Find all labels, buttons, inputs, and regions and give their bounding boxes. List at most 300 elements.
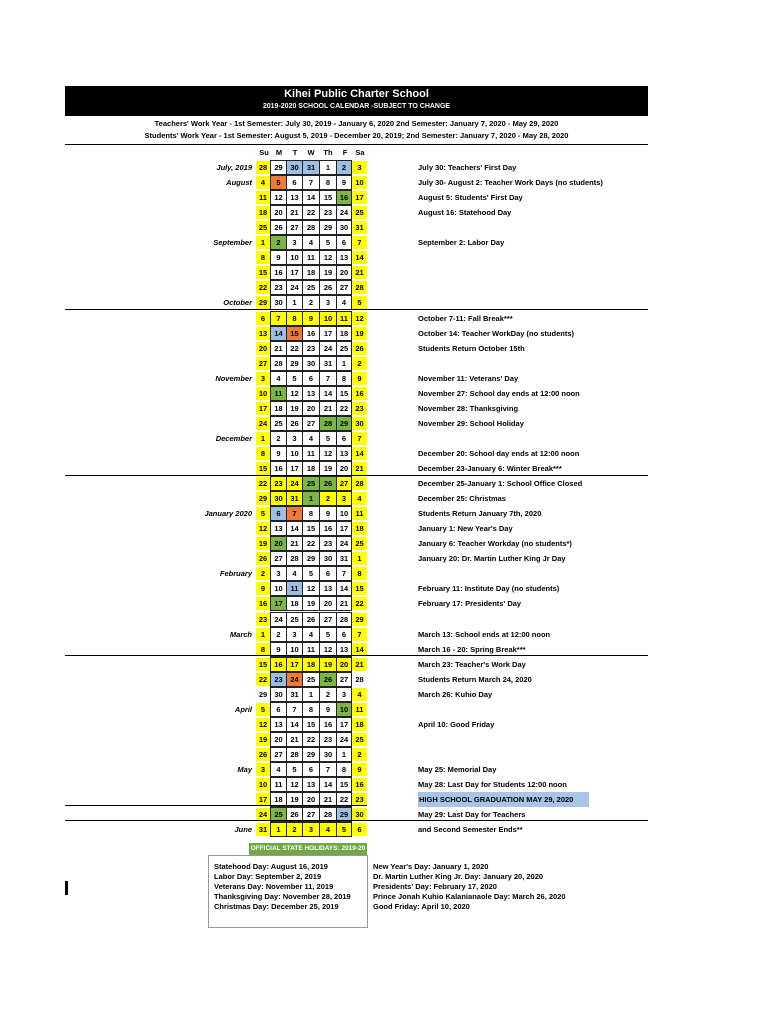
day-cell: 26 — [287, 417, 302, 430]
month-label: January 2020 — [204, 509, 252, 519]
day-cell: 2 — [320, 492, 336, 505]
event-entry: January 1: New Year's Day — [418, 524, 513, 534]
day-cell: 11 — [303, 643, 319, 656]
day-cell: 4 — [256, 176, 270, 189]
month-label: September — [213, 238, 252, 248]
day-cell: 21 — [320, 793, 336, 806]
day-cell: 12 — [320, 643, 336, 656]
day-cell: 5 — [320, 628, 336, 641]
day-cell: 16 — [352, 778, 367, 791]
day-cell: 8 — [303, 703, 319, 716]
day-cell: 19 — [320, 658, 336, 671]
day-cell: 13 — [271, 718, 286, 731]
day-cell: 7 — [337, 567, 351, 580]
day-cell: 6 — [352, 823, 367, 836]
day-cell: 12 — [320, 447, 336, 460]
day-cell: 17 — [352, 191, 367, 204]
day-cell: 26 — [320, 477, 336, 490]
teachers-work-year: Teachers' Work Year - 1st Semester: July 30, 2019 - January 6, 2020 2nd Semester: January 7, 2020 - May 29, 2020 — [154, 119, 559, 128]
day-cell: 9 — [337, 176, 351, 189]
day-cell: 5 — [287, 763, 302, 776]
event-entry: September 2: Labor Day — [418, 238, 505, 248]
day-cell: 17 — [271, 597, 286, 610]
day-cell: 7 — [352, 432, 367, 445]
day-cell: 20 — [271, 733, 286, 746]
day-cell: 17 — [287, 462, 302, 475]
day-cell: 1 — [303, 492, 319, 505]
day-cell: 18 — [352, 718, 367, 731]
day-cell: 7 — [352, 236, 367, 249]
day-cell: 4 — [287, 567, 302, 580]
day-cell: 19 — [256, 537, 270, 550]
day-cell: 29 — [258, 689, 268, 699]
day-cell: 4 — [303, 432, 319, 445]
day-cell: 31 — [287, 492, 302, 505]
day-cell: 29 — [303, 552, 319, 565]
day-cell: 5 — [256, 507, 270, 520]
day-cell: 10 — [337, 703, 351, 716]
state-holidays-header: OFFICIAL STATE HOLIDAYS: 2019-20 SCHOOL YEAR — [250, 845, 366, 864]
event-entry: April 10: Good Friday — [418, 719, 495, 729]
day-cell: 27 — [337, 477, 351, 490]
month-label: July, 2019 — [216, 163, 252, 172]
day-cell: 26 — [271, 221, 286, 234]
day-cell: 26 — [320, 673, 336, 686]
day-cell: 21 — [287, 733, 302, 746]
day-cell: 18 — [303, 462, 319, 475]
day-cell: 22 — [256, 673, 270, 686]
day-cell: 27 — [337, 673, 351, 686]
day-cell: 4 — [303, 236, 319, 249]
state-holiday-entry: Veterans Day: November 11, 2019 — [214, 882, 334, 891]
day-cell: 1 — [337, 748, 351, 761]
day-cell: 24 — [287, 673, 302, 686]
day-cell: 12 — [271, 191, 286, 204]
day-cell: 6 — [337, 236, 351, 249]
day-cell: 27 — [271, 748, 286, 761]
day-cell: 31 — [256, 823, 270, 836]
day-cell: 8 — [320, 176, 336, 189]
day-cell: 25 — [271, 808, 286, 821]
day-cell: 14 — [303, 191, 319, 204]
day-cell: 21 — [287, 537, 302, 550]
day-cell: 23 — [303, 342, 319, 355]
day-cell: 6 — [337, 628, 351, 641]
day-cell: 28 — [355, 674, 364, 684]
section-divider — [65, 820, 648, 821]
day-cell: 27 — [271, 552, 286, 565]
day-cell: 26 — [303, 613, 319, 626]
day-cell: 13 — [303, 778, 319, 791]
day-cell: 11 — [352, 703, 367, 716]
weekday-label: F — [342, 148, 348, 157]
day-cell: 24 — [320, 342, 336, 355]
day-cell: 6 — [303, 372, 319, 385]
day-cell: 29 — [287, 357, 302, 370]
day-cell: 4 — [352, 688, 367, 701]
event-entry: November 28: Thanksgiving — [418, 403, 519, 413]
day-cell: 18 — [287, 597, 302, 610]
day-cell: 22 — [256, 477, 270, 490]
day-cell: 13 — [271, 522, 286, 535]
state-holiday-entry: Statehood Day: August 16, 2019 — [214, 862, 328, 871]
day-cell: 18 — [337, 327, 351, 340]
day-cell: 5 — [271, 176, 286, 189]
day-cell: 23 — [271, 477, 286, 490]
day-cell: 2 — [352, 357, 367, 370]
day-cell: 26 — [287, 808, 302, 821]
day-cell: 30 — [271, 688, 286, 701]
day-cell: 19 — [303, 597, 319, 610]
state-holidays-box — [208, 855, 368, 928]
day-cell: 11 — [303, 447, 319, 460]
day-cell: 20 — [271, 537, 286, 550]
day-cell: 30 — [320, 748, 336, 761]
day-cell: 18 — [352, 522, 367, 535]
day-cell: 17 — [256, 793, 270, 806]
day-cell: 16 — [271, 462, 286, 475]
day-cell: 22 — [337, 402, 351, 415]
day-cell: 29 — [337, 808, 351, 821]
day-cell: 7 — [303, 176, 319, 189]
day-cell: 29 — [271, 161, 286, 174]
day-cell: 23 — [271, 281, 286, 294]
state-holiday-entry: Prince Jonah Kuhio Kalanianaole Day: March 26, 2020 — [373, 892, 566, 901]
day-cell: 26 — [352, 342, 367, 355]
day-cell: 31 — [303, 161, 319, 174]
day-cell: 23 — [320, 537, 336, 550]
day-cell: 3 — [256, 372, 270, 385]
event-entry: Students Return March 24, 2020 — [418, 674, 532, 684]
day-cell: 25 — [352, 206, 367, 219]
day-cell: 27 — [303, 808, 319, 821]
day-cell: 21 — [337, 597, 351, 610]
day-cell: 4 — [337, 296, 351, 309]
day-cell: 31 — [287, 688, 302, 701]
day-cell: 14 — [352, 251, 367, 264]
day-cell: 2 — [256, 567, 270, 580]
weekday-label: Su — [259, 148, 269, 157]
month-label: May — [237, 765, 252, 774]
day-cell: 24 — [337, 206, 351, 219]
day-cell: 20 — [337, 462, 351, 475]
day-cell: 24 — [337, 733, 351, 746]
day-cell: 15 — [256, 658, 270, 671]
day-cell: 9 — [271, 447, 286, 460]
day-cell: 15 — [320, 191, 336, 204]
day-cell: 23 — [352, 402, 367, 415]
day-cell: 25 — [287, 613, 302, 626]
day-cell: 3 — [320, 296, 336, 309]
header-divider — [65, 144, 648, 145]
day-cell: 25 — [303, 673, 319, 686]
weekday-label: Sa — [355, 148, 365, 157]
section-divider — [65, 309, 648, 310]
event-entry: December 23-January 6: Winter Break*** — [418, 464, 562, 473]
event-entry: May 29: Last Day for Teachers — [418, 810, 526, 820]
day-cell: 21 — [352, 658, 367, 671]
day-cell: 1 — [320, 161, 336, 174]
day-cell: 8 — [337, 763, 351, 776]
day-cell: 7 — [271, 312, 286, 325]
event-entry: March 16 - 20: Spring Break*** — [418, 644, 526, 654]
day-cell: 23 — [320, 733, 336, 746]
day-cell: 11 — [287, 582, 302, 595]
weekday-label: Th — [323, 148, 333, 157]
day-cell: 3 — [337, 492, 351, 505]
state-holiday-entry: Labor Day: September 2, 2019 — [214, 872, 322, 881]
day-cell: 25 — [352, 537, 367, 550]
day-cell: 30 — [287, 161, 302, 174]
state-holiday-entry: Dr. Martin Luther King Jr. Day: January 20, 2020 — [373, 872, 544, 881]
day-cell: 11 — [303, 251, 319, 264]
day-cell: 16 — [271, 266, 286, 279]
event-entry: Students Return January 7th, 2020 — [418, 509, 542, 519]
day-cell: 30 — [352, 808, 367, 821]
day-cell: 21 — [271, 342, 286, 355]
day-cell: 23 — [256, 613, 270, 626]
day-cell: 10 — [256, 387, 270, 400]
event-entry: March 23: Teacher's Work Day — [418, 659, 526, 669]
day-cell: 30 — [303, 357, 319, 370]
day-cell: 26 — [320, 281, 336, 294]
day-cell: 17 — [287, 658, 302, 671]
day-cell: 3 — [256, 763, 270, 776]
day-cell: 14 — [337, 582, 351, 595]
event-entry: May 28: Last Day for Students 12:00 noon — [418, 780, 567, 790]
day-cell: 17 — [337, 522, 351, 535]
day-cell: 16 — [303, 327, 319, 340]
day-cell: 18 — [303, 266, 319, 279]
day-cell: 5 — [303, 567, 319, 580]
day-cell: 20 — [303, 793, 319, 806]
day-cell: 20 — [256, 342, 270, 355]
day-cell: 9 — [303, 312, 319, 325]
day-cell: 21 — [352, 266, 367, 279]
day-cell: 3 — [303, 823, 319, 836]
day-cell: 4 — [320, 823, 336, 836]
month-label: November — [215, 373, 252, 383]
month-label: August — [226, 178, 252, 188]
event-entry: November 11: Veterans' Day — [418, 373, 519, 383]
event-entry: Students Return October 15th — [418, 343, 525, 353]
day-cell: 22 — [256, 281, 270, 294]
day-cell: 15 — [303, 718, 319, 731]
weekday-label: M — [275, 148, 283, 157]
day-cell: 29 — [256, 296, 270, 309]
day-cell: 20 — [320, 597, 336, 610]
day-cell: 19 — [256, 733, 270, 746]
day-cell: 9 — [320, 703, 336, 716]
day-cell: 22 — [287, 342, 302, 355]
event-entry: December 25: Christmas — [418, 494, 506, 504]
day-cell: 11 — [352, 507, 367, 520]
day-cell: 30 — [271, 492, 286, 505]
day-cell: 14 — [287, 522, 302, 535]
day-cell: 8 — [256, 447, 270, 460]
day-cell: 8 — [256, 251, 270, 264]
page-marker — [65, 881, 68, 895]
day-cell: 7 — [287, 507, 302, 520]
event-entry: February 17: Presidents' Day — [418, 599, 522, 609]
day-cell: 23 — [320, 206, 336, 219]
day-cell: 3 — [287, 628, 302, 641]
day-cell: 29 — [337, 417, 351, 430]
day-cell: 10 — [337, 507, 351, 520]
day-cell: 13 — [303, 387, 319, 400]
day-cell: 1 — [256, 236, 270, 249]
day-cell: 22 — [352, 597, 367, 610]
day-cell: 11 — [256, 191, 270, 204]
event-entry: May 25: Memorial Day — [418, 765, 497, 774]
day-cell: 14 — [352, 643, 367, 656]
day-cell: 13 — [287, 191, 302, 204]
event-entry: November 27: School day ends at 12:00 noon — [418, 388, 580, 398]
day-cell: 3 — [287, 236, 302, 249]
day-cell: 10 — [287, 447, 302, 460]
day-cell: 22 — [303, 733, 319, 746]
day-cell: 20 — [337, 658, 351, 671]
day-cell: 14 — [271, 327, 286, 340]
day-cell: 30 — [271, 296, 286, 309]
day-cell: 11 — [271, 778, 286, 791]
day-cell: 24 — [256, 417, 270, 430]
month-label: April — [234, 704, 252, 714]
day-cell: 12 — [320, 251, 336, 264]
day-cell: 14 — [352, 447, 367, 460]
section-divider — [65, 475, 648, 476]
day-cell: 13 — [320, 582, 336, 595]
day-cell: 8 — [303, 507, 319, 520]
day-cell: 10 — [271, 582, 286, 595]
day-cell: 26 — [256, 748, 270, 761]
weekday-label: T — [292, 148, 298, 157]
day-cell: 18 — [271, 402, 286, 415]
day-cell: 11 — [337, 312, 351, 325]
day-cell: 23 — [271, 673, 286, 686]
day-cell: 14 — [320, 387, 336, 400]
day-cell: 5 — [352, 296, 367, 309]
day-cell: 5 — [256, 703, 270, 716]
month-label: October — [223, 298, 252, 308]
day-cell: 16 — [320, 522, 336, 535]
day-cell: 23 — [352, 793, 367, 806]
event-entry: November 29: School Holiday — [418, 418, 524, 428]
day-cell: 28 — [337, 613, 351, 626]
day-cell: 22 — [303, 537, 319, 550]
day-cell: 3 — [352, 161, 367, 174]
day-cell: 2 — [320, 688, 336, 701]
day-cell: 13 — [337, 447, 351, 460]
school-title: Kihei Public Charter School — [284, 88, 429, 100]
day-cell: 13 — [337, 643, 351, 656]
graduation-banner: HIGH SCHOOL GRADUATION MAY 29, 2020 — [418, 792, 589, 807]
day-cell: 22 — [337, 793, 351, 806]
day-cell: 28 — [287, 552, 302, 565]
day-cell: 8 — [256, 643, 270, 656]
day-cell: 21 — [352, 462, 367, 475]
day-cell: 11 — [271, 387, 286, 400]
day-cell: 24 — [271, 613, 286, 626]
day-cell: 7 — [320, 763, 336, 776]
day-cell: 20 — [303, 402, 319, 415]
day-cell: 1 — [256, 628, 270, 641]
day-cell: 16 — [320, 718, 336, 731]
day-cell: 30 — [320, 552, 336, 565]
day-cell: 16 — [352, 387, 367, 400]
day-cell: 28 — [320, 417, 336, 430]
event-entry: January 20: Dr. Martin Luther King Jr Day — [418, 554, 566, 564]
day-cell: 8 — [287, 312, 302, 325]
day-cell: 12 — [303, 582, 319, 595]
day-cell: 29 — [256, 492, 270, 505]
day-cell: 10 — [287, 643, 302, 656]
day-cell: 5 — [337, 823, 351, 836]
month-label: December — [215, 433, 252, 443]
event-entry: August 5: Students' First Day — [418, 193, 523, 203]
day-cell: 6 — [337, 432, 351, 445]
day-cell: 17 — [256, 402, 270, 415]
day-cell: 6 — [271, 507, 286, 520]
day-cell: 28 — [271, 357, 286, 370]
day-cell: 13 — [337, 251, 351, 264]
day-cell: 3 — [271, 567, 286, 580]
day-cell: 2 — [303, 296, 319, 309]
day-cell: 1 — [337, 357, 351, 370]
day-cell: 4 — [303, 628, 319, 641]
day-cell: 17 — [320, 327, 336, 340]
day-cell: 19 — [320, 266, 336, 279]
day-cell: 19 — [320, 462, 336, 475]
day-cell: 5 — [320, 236, 336, 249]
day-cell: 15 — [256, 462, 270, 475]
day-cell: 9 — [352, 763, 367, 776]
day-cell: 18 — [303, 658, 319, 671]
day-cell: 2 — [352, 748, 367, 761]
event-entry: August 16: Statehood Day — [418, 208, 512, 218]
month-label: March — [229, 629, 252, 639]
day-cell: 15 — [352, 582, 367, 595]
students-work-year: Students' Work Year - 1st Semester: August 5, 2019 - December 20, 2019; 2nd Semester: January 7, 2020 - May 28, 2020 — [144, 131, 569, 140]
state-holiday-entry: New Year's Day: January 1, 2020 — [373, 862, 489, 871]
day-cell: 12 — [256, 522, 270, 535]
day-cell: 22 — [303, 206, 319, 219]
day-cell: 12 — [352, 312, 367, 325]
day-cell: 5 — [287, 372, 302, 385]
day-cell: 9 — [271, 643, 286, 656]
day-cell: 10 — [256, 778, 270, 791]
day-cell: 18 — [256, 206, 270, 219]
day-cell: 7 — [287, 703, 302, 716]
day-cell: 24 — [287, 281, 302, 294]
day-cell: 27 — [287, 221, 302, 234]
day-cell: 15 — [256, 266, 270, 279]
day-cell: 29 — [320, 221, 336, 234]
day-cell: 24 — [256, 808, 270, 821]
month-label: June — [234, 825, 252, 835]
day-cell: 31 — [320, 357, 336, 370]
day-cell: 31 — [352, 221, 367, 234]
day-cell: 3 — [287, 432, 302, 445]
day-cell: 24 — [337, 537, 351, 550]
day-cell: 6 — [256, 312, 270, 325]
day-cell: 8 — [352, 567, 367, 580]
section-divider — [65, 655, 648, 656]
day-cell: 10 — [320, 312, 336, 325]
day-cell: 19 — [352, 327, 367, 340]
state-holiday-entry: Presidents' Day: February 17, 2020 — [373, 882, 497, 891]
day-cell: 12 — [287, 778, 302, 791]
